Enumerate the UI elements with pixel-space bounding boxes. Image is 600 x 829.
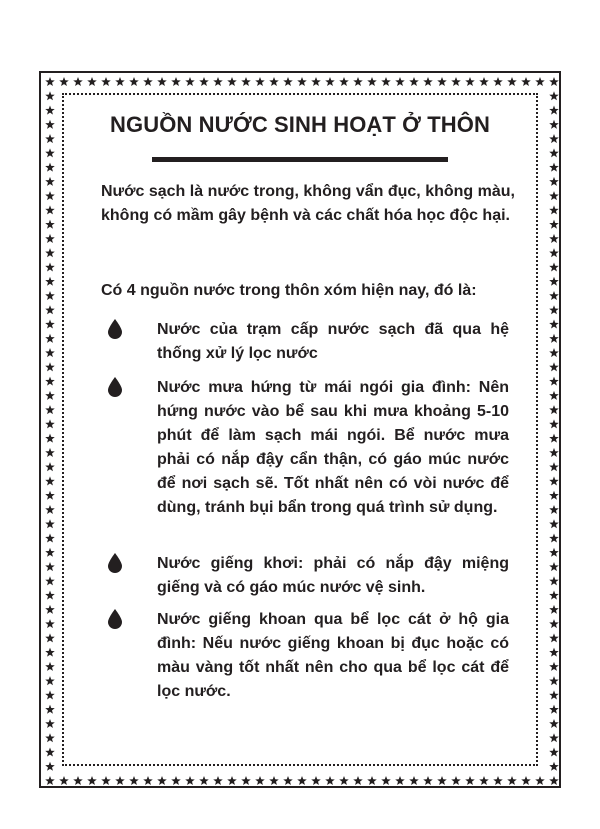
border-star [45,234,55,243]
border-star [549,348,559,357]
border-star [143,77,153,86]
title-divider [152,157,448,162]
border-star [269,77,279,86]
border-star [269,776,279,785]
border-star [45,277,55,286]
border-star [45,676,55,685]
border-star [549,177,559,186]
water-drop-icon [108,609,122,629]
border-star [143,776,153,785]
border-star [157,776,167,785]
border-star [171,776,181,785]
border-star [241,776,251,785]
border-star [549,91,559,100]
border-star [493,77,503,86]
border-star [87,77,97,86]
border-star [115,776,125,785]
border-star [45,776,55,785]
border-star [549,163,559,172]
water-drop-icon [108,319,122,339]
border-star [45,719,55,728]
border-star [311,77,321,86]
border-star [549,277,559,286]
border-star [549,491,559,500]
border-star [73,77,83,86]
border-star [45,533,55,542]
border-star [45,648,55,657]
border-star [451,77,461,86]
border-star [507,77,517,86]
border-star [549,248,559,257]
border-star [185,776,195,785]
border-star [311,776,321,785]
border-star [45,291,55,300]
border-star [549,576,559,585]
border-star [227,77,237,86]
border-star [45,163,55,172]
border-star [45,191,55,200]
border-star [409,776,419,785]
border-star [549,377,559,386]
border-star [339,77,349,86]
border-star [59,776,69,785]
border-star [45,220,55,229]
border-star [45,205,55,214]
border-star [45,262,55,271]
border-star [549,334,559,343]
bullet-text-3: Nước giếng khơi: phải có nắp đậy miệng giếng và có gáo múc nước vệ sinh. [157,555,509,596]
border-star [549,419,559,428]
border-star [549,719,559,728]
border-star [45,320,55,329]
border-star [549,291,559,300]
border-star [451,776,461,785]
border-star [73,776,83,785]
border-star [45,377,55,386]
water-drop-icon [108,377,122,397]
border-star [45,733,55,742]
border-star [325,776,335,785]
border-star [549,690,559,699]
border-star [549,619,559,628]
water-drop-icon [108,553,122,573]
border-star [493,776,503,785]
border-star [549,533,559,542]
border-star [129,77,139,86]
border-star [45,762,55,771]
border-star [549,234,559,243]
border-star [45,705,55,714]
page-title: NGUỒN NƯỚC SINH HOẠT Ở THÔN [110,112,490,137]
border-star [549,77,559,86]
border-star [45,491,55,500]
border-star [45,91,55,100]
border-star [549,776,559,785]
border-star [45,690,55,699]
border-star [479,77,489,86]
border-star [227,776,237,785]
border-star [199,77,209,86]
border-star [45,362,55,371]
border-star [199,776,209,785]
border-star [507,776,517,785]
border-star [549,562,559,571]
border-star [45,562,55,571]
border-star [549,320,559,329]
border-star [45,462,55,471]
border-star [115,77,125,86]
border-star [213,77,223,86]
border-star [45,605,55,614]
border-star [423,776,433,785]
border-star [45,419,55,428]
border-star [45,576,55,585]
intro-paragraph: Nước sạch là nước trong, không vẩn đục, không màu, không có mầm gây bệnh và các chất hóa học độc hại. [101,183,515,224]
border-star [129,776,139,785]
border-star [549,462,559,471]
border-star [297,776,307,785]
border-star [45,348,55,357]
border-star [353,77,363,86]
border-star [255,77,265,86]
lead-paragraph: Có 4 nguồn nước trong thôn xóm hiện nay, đó là: [101,282,477,299]
border-star [549,705,559,714]
border-star [549,548,559,557]
border-star [381,776,391,785]
border-star [549,191,559,200]
bullet-text-2: Nước mưa hứng từ mái ngói gia đình: Nên hứng nước vào bể sau khi mưa khoảng 5-10 phút để làm sạch mái ngói. Bể nước mưa phải có nắp đậy cẩn thận, có gáo múc nước để nơi sạch sẽ. Tốt nhất nên có vòi nước để dùng, tránh bụi bẩn trong quá trình sử dụng. [157,379,509,516]
border-star [479,776,489,785]
border-star [45,434,55,443]
border-star [45,519,55,528]
border-star [549,148,559,157]
border-star [549,605,559,614]
border-star [367,776,377,785]
border-star [157,77,167,86]
border-star [241,77,251,86]
border-star [283,77,293,86]
border-star [185,77,195,86]
border-star [45,476,55,485]
border-star [45,591,55,600]
border-star [45,405,55,414]
bullet-text-4: Nước giếng khoan qua bể lọc cát ở hộ gia đình: Nếu nước giếng khoan bị đục hoặc có màu vàng tốt nhất nên cho qua bể lọc cát để lọc nước. [157,611,509,700]
border-star [45,305,55,314]
border-star [549,220,559,229]
border-star [549,733,559,742]
border-star [549,205,559,214]
border-star [45,633,55,642]
border-star [283,776,293,785]
border-star [549,448,559,457]
bullet-text-1: Nước của trạm cấp nước sạch đã qua hệ thống xử lý lọc nước [157,321,509,362]
border-star [381,77,391,86]
border-star [535,77,545,86]
border-star [437,77,447,86]
border-star [297,77,307,86]
border-star [325,77,335,86]
border-star [45,77,55,86]
border-star [549,476,559,485]
border-star [549,305,559,314]
border-star [549,434,559,443]
border-star [45,619,55,628]
border-star [549,262,559,271]
border-star [45,391,55,400]
border-star [395,77,405,86]
border-star [45,548,55,557]
border-star [213,776,223,785]
border-star [45,505,55,514]
border-star [45,662,55,671]
border-star [255,776,265,785]
border-star [549,405,559,414]
border-star [339,776,349,785]
border-star [465,77,475,86]
border-star [353,776,363,785]
border-star [101,776,111,785]
border-star [549,519,559,528]
border-star [549,662,559,671]
border-star [535,776,545,785]
border-star [521,77,531,86]
border-star [549,633,559,642]
border-star [45,334,55,343]
border-star [367,77,377,86]
border-star [171,77,181,86]
border-star [45,448,55,457]
border-star [549,747,559,756]
border-star [549,648,559,657]
border-star [437,776,447,785]
border-star [45,177,55,186]
border-star [87,776,97,785]
border-star [101,77,111,86]
border-star [45,248,55,257]
border-star [549,762,559,771]
border-star [549,505,559,514]
border-star [521,776,531,785]
border-star [45,148,55,157]
border-star [59,77,69,86]
border-star [549,362,559,371]
border-star [465,776,475,785]
border-star [395,776,405,785]
border-star [45,747,55,756]
border-star [549,591,559,600]
border-star [423,77,433,86]
border-star [549,391,559,400]
border-star [549,676,559,685]
border-star [409,77,419,86]
